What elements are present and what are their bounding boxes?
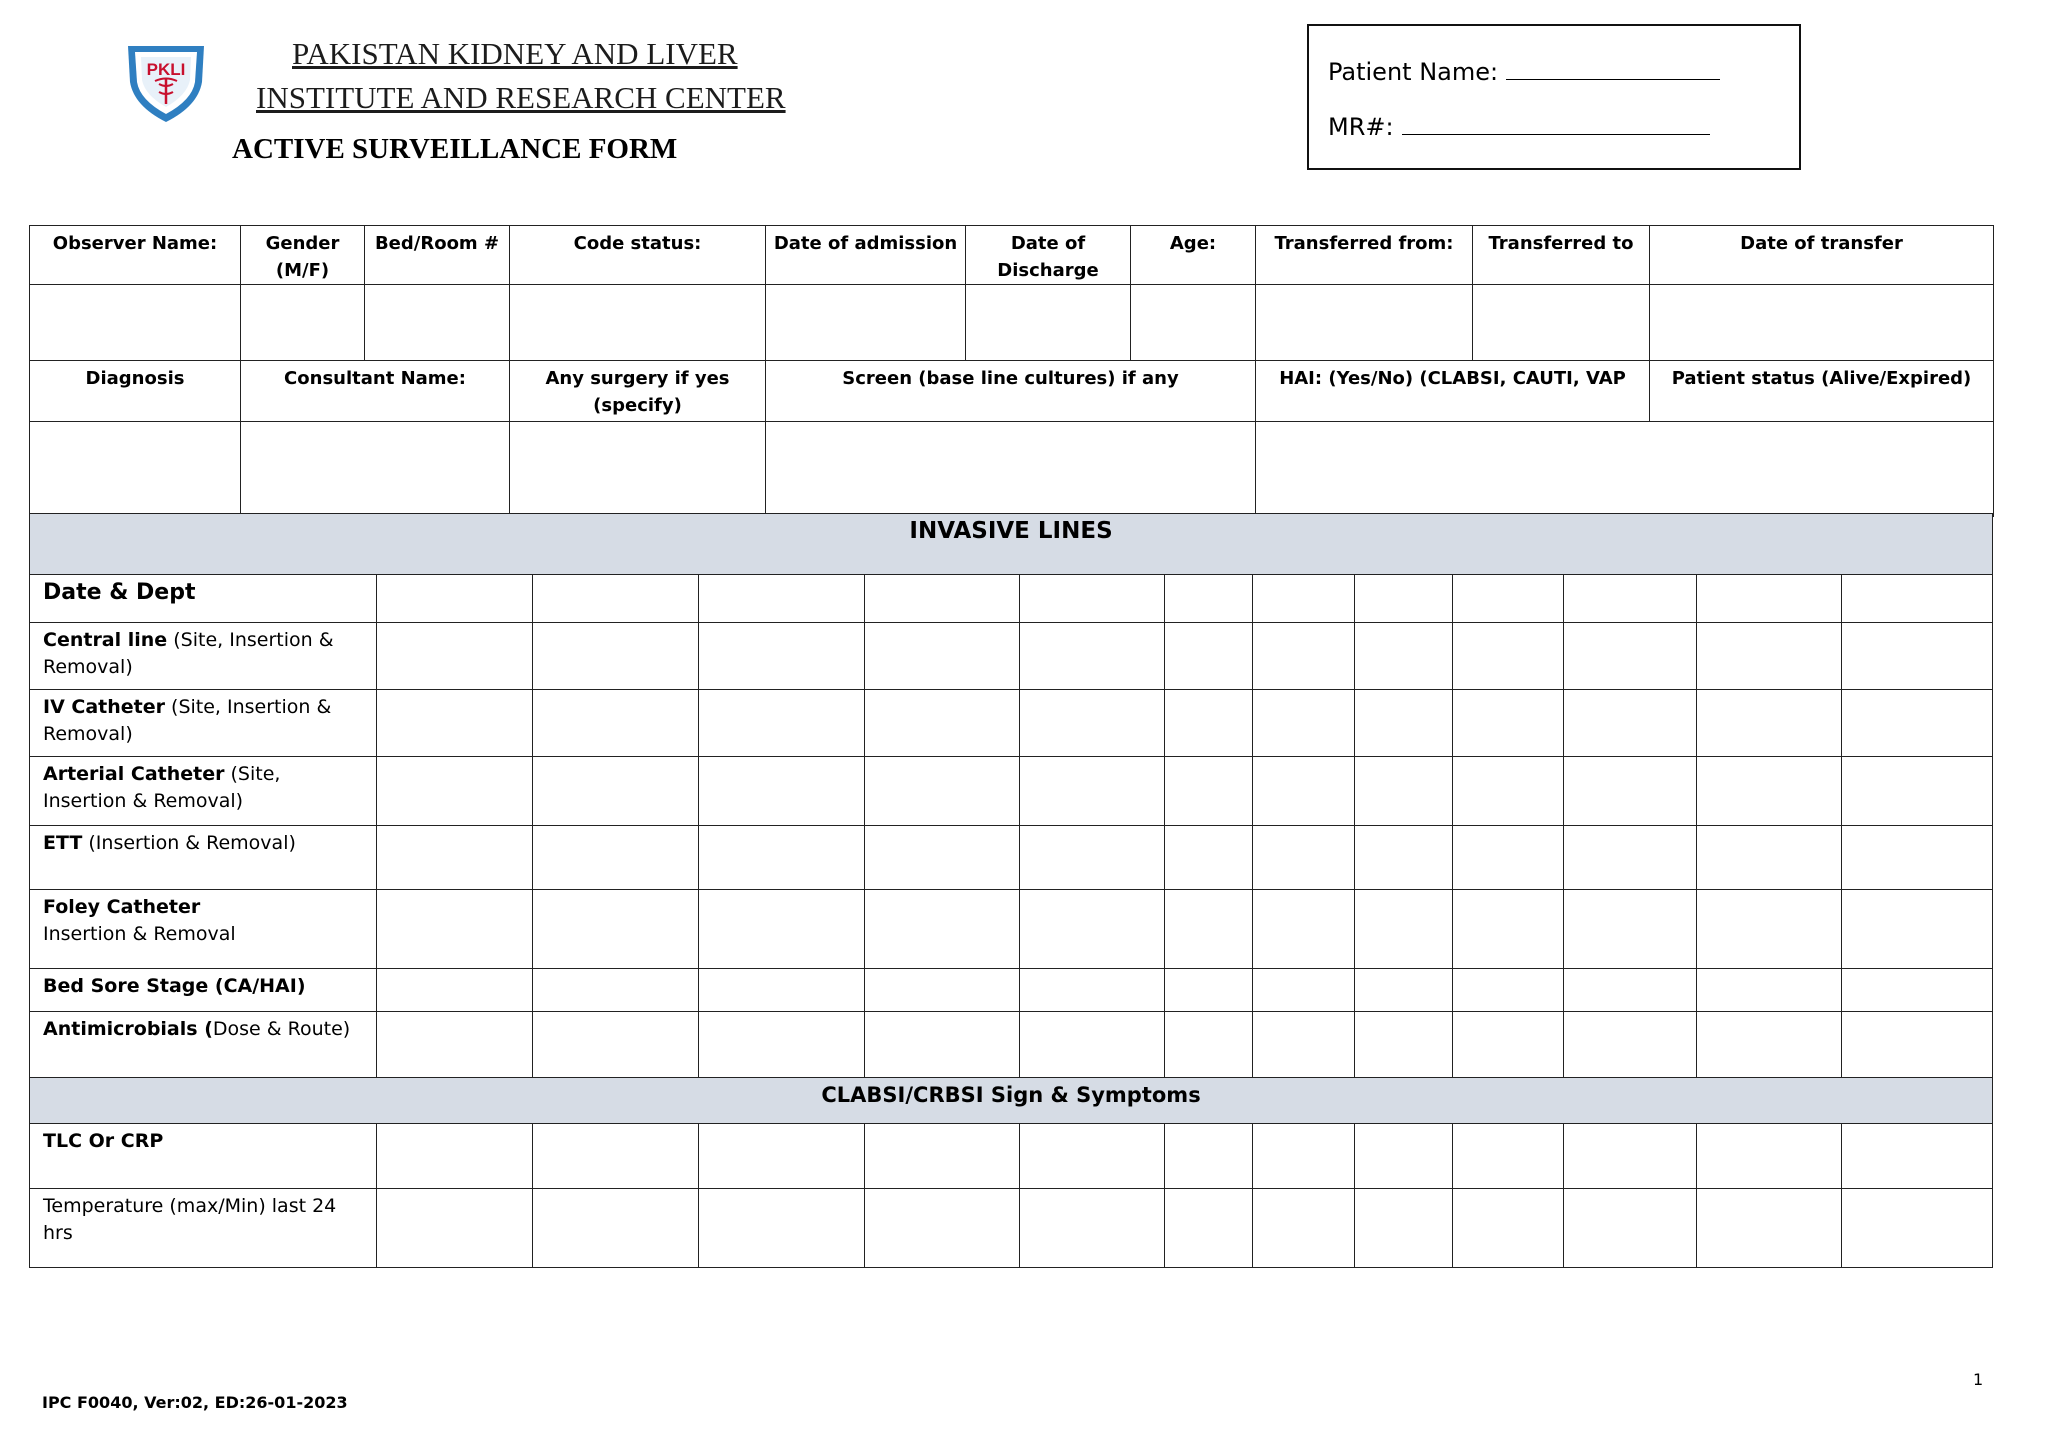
entry-cell[interactable] — [1165, 890, 1253, 969]
entry-cell[interactable] — [1697, 1012, 1842, 1078]
info-header-row-1 — [30, 226, 1994, 285]
transferred-from-header: Transferred from: — [1256, 226, 1473, 285]
diagnosis-cell[interactable] — [30, 422, 241, 517]
entry-cell[interactable] — [1697, 826, 1842, 890]
entry-cell[interactable] — [1564, 1189, 1697, 1268]
entry-cell[interactable] — [1020, 890, 1165, 969]
entry-cell[interactable] — [533, 575, 699, 623]
row-label-detail: Temperature (max/Min) last 24 hrs — [43, 1195, 337, 1244]
patient-name-field[interactable] — [1328, 58, 1720, 86]
entry-cell[interactable] — [533, 890, 699, 969]
entry-cell[interactable] — [377, 623, 533, 690]
transferred-to-header: Transferred to — [1473, 226, 1650, 285]
entry-cell[interactable] — [533, 969, 699, 1012]
entry-cell[interactable] — [377, 1189, 533, 1268]
entry-cell[interactable] — [1165, 1124, 1253, 1189]
entry-cell[interactable] — [1564, 890, 1697, 969]
entry-cell[interactable] — [1020, 757, 1165, 826]
entry-cell[interactable] — [1253, 890, 1355, 969]
entry-cell[interactable] — [1355, 757, 1453, 826]
age-header: Age: — [1131, 226, 1256, 285]
entry-cell[interactable] — [1165, 969, 1253, 1012]
entry-cell[interactable] — [1165, 757, 1253, 826]
code-status-header: Code status: — [510, 226, 766, 285]
patient-info-box — [1307, 24, 1801, 170]
entry-cell[interactable] — [1253, 826, 1355, 890]
consultant-name-cell[interactable] — [241, 422, 510, 517]
entry-cell[interactable] — [699, 1124, 865, 1189]
row-label-bold: ETT — [43, 832, 83, 854]
table-row — [30, 1124, 1993, 1189]
date-of-transfer-header: Date of transfer — [1650, 226, 1994, 285]
info-input-row-1 — [30, 285, 1994, 361]
entry-cell[interactable] — [1253, 623, 1355, 690]
entry-cell[interactable] — [699, 575, 865, 623]
date-of-discharge-cell[interactable] — [966, 285, 1131, 361]
transferred-from-cell[interactable] — [1256, 285, 1473, 361]
entry-cell[interactable] — [1453, 757, 1564, 826]
info-input-row-2 — [30, 422, 1994, 517]
entry-cell[interactable] — [1355, 890, 1453, 969]
entry-cell[interactable] — [1842, 575, 1993, 623]
invasive-label-cell — [30, 1012, 377, 1078]
svg-text:PKLI: PKLI — [146, 60, 186, 79]
row-label-detail: (Insertion & Removal) — [82, 832, 296, 854]
clabsi-label-cell — [30, 1189, 377, 1268]
table-row — [30, 1012, 1993, 1078]
entry-cell[interactable] — [1564, 690, 1697, 757]
row-label-detail: (Site, Insertion & Removal) — [43, 629, 334, 678]
entry-cell[interactable] — [1697, 1124, 1842, 1189]
surgery-cell[interactable] — [510, 422, 766, 517]
entry-cell[interactable] — [1253, 1012, 1355, 1078]
pkli-logo — [122, 40, 210, 124]
code-status-cell[interactable] — [510, 285, 766, 361]
entry-cell[interactable] — [1020, 969, 1165, 1012]
row-label-detail: (Site, Insertion & Removal) — [43, 763, 281, 812]
entry-cell[interactable] — [1020, 1012, 1165, 1078]
entry-cell[interactable] — [377, 1012, 533, 1078]
entry-cell[interactable] — [865, 1124, 1020, 1189]
row-label-detail: Dose & Route) — [212, 1018, 351, 1040]
entry-cell[interactable] — [1453, 575, 1564, 623]
table-row — [30, 826, 1993, 890]
entry-cell[interactable] — [377, 826, 533, 890]
entry-cell[interactable] — [1842, 623, 1993, 690]
entry-cell[interactable] — [699, 1189, 865, 1268]
entry-cell[interactable] — [1697, 690, 1842, 757]
entry-cell[interactable] — [1842, 690, 1993, 757]
entry-cell[interactable] — [1253, 969, 1355, 1012]
row-label-bold: Antimicrobials ( — [43, 1018, 213, 1040]
entry-cell[interactable] — [377, 690, 533, 757]
entry-cell[interactable] — [1697, 890, 1842, 969]
entry-cell[interactable] — [1020, 826, 1165, 890]
entry-cell[interactable] — [1253, 757, 1355, 826]
row-label-detail: (Site, Insertion & Removal) — [43, 696, 332, 745]
entry-cell[interactable] — [699, 1012, 865, 1078]
mr-number-line[interactable] — [1402, 114, 1710, 135]
entry-cell[interactable] — [1453, 1189, 1564, 1268]
mr-number-label: MR#: — [1328, 113, 1394, 141]
table-row — [30, 757, 1993, 826]
entry-cell[interactable] — [865, 1012, 1020, 1078]
entry-cell[interactable] — [1842, 1189, 1993, 1268]
entry-cell[interactable] — [533, 1124, 699, 1189]
invasive-label-cell — [30, 969, 377, 1012]
surgery-header: Any surgery if yes (specify) — [510, 361, 766, 422]
entry-cell[interactable] — [377, 969, 533, 1012]
entry-cell[interactable] — [1355, 969, 1453, 1012]
entry-cell[interactable] — [1564, 1124, 1697, 1189]
entry-cell[interactable] — [1842, 826, 1993, 890]
table-row — [30, 575, 1993, 623]
mr-number-field[interactable] — [1328, 113, 1710, 141]
date-of-discharge-header: Date of Discharge — [966, 226, 1131, 285]
invasive-label-cell — [30, 757, 377, 826]
entry-cell[interactable] — [1453, 690, 1564, 757]
entry-cell[interactable] — [699, 623, 865, 690]
table-row — [30, 623, 1993, 690]
date-of-transfer-cell[interactable] — [1650, 285, 1994, 361]
entry-cell[interactable] — [1697, 757, 1842, 826]
consultant-name-header: Consultant Name: — [241, 361, 510, 422]
entry-cell[interactable] — [1165, 826, 1253, 890]
clabsi-section-row — [30, 1078, 1993, 1124]
invasive-lines-section-row — [30, 514, 1993, 575]
entry-cell[interactable] — [1564, 826, 1697, 890]
table-row — [30, 890, 1993, 969]
entry-cell[interactable] — [1020, 690, 1165, 757]
entry-cell[interactable] — [1697, 575, 1842, 623]
entry-cell[interactable] — [1842, 1124, 1993, 1189]
bed-room-cell[interactable] — [365, 285, 510, 361]
entry-cell[interactable] — [1253, 575, 1355, 623]
date-of-admission-header: Date of admission — [766, 226, 966, 285]
entry-cell[interactable] — [377, 890, 533, 969]
entry-cell[interactable] — [1564, 575, 1697, 623]
entry-cell[interactable] — [377, 757, 533, 826]
clabsi-label-cell — [30, 1124, 377, 1189]
entry-cell[interactable] — [533, 757, 699, 826]
row-label-bold: TLC Or CRP — [43, 1130, 164, 1152]
row-label-detail: Insertion & Removal — [43, 923, 236, 945]
entry-cell[interactable] — [1355, 623, 1453, 690]
patient-status-header: Patient status (Alive/Expired) — [1650, 361, 1994, 422]
entry-cell[interactable] — [1165, 690, 1253, 757]
invasive-label-cell — [30, 690, 377, 757]
document-code: IPC F0040, Ver:02, ED:26-01-2023 — [42, 1393, 348, 1412]
entry-cell[interactable] — [1165, 1012, 1253, 1078]
invasive-lines-title: INVASIVE LINES — [30, 514, 1993, 575]
entry-cell[interactable] — [377, 575, 533, 623]
entry-cell[interactable] — [533, 690, 699, 757]
page-number: 1 — [1973, 1370, 1984, 1389]
table-row — [30, 1189, 1993, 1268]
patient-name-label: Patient Name: — [1328, 58, 1499, 86]
institute-title-line-2: INSTITUTE AND RESEARCH CENTER — [256, 80, 786, 115]
entry-cell[interactable] — [1697, 623, 1842, 690]
table-row — [30, 690, 1993, 757]
entry-cell[interactable] — [1697, 969, 1842, 1012]
entry-cell[interactable] — [865, 623, 1020, 690]
entry-cell[interactable] — [699, 826, 865, 890]
entry-cell[interactable] — [1355, 690, 1453, 757]
entry-cell[interactable] — [1453, 1012, 1564, 1078]
entry-cell[interactable] — [533, 826, 699, 890]
entry-cell[interactable] — [1453, 826, 1564, 890]
row-label-bold: Central line — [43, 629, 168, 651]
row-label-bold: Foley Catheter — [43, 896, 201, 918]
entry-cell[interactable] — [865, 1189, 1020, 1268]
entry-cell[interactable] — [1355, 1012, 1453, 1078]
entry-cell[interactable] — [533, 1189, 699, 1268]
entry-cell[interactable] — [1453, 890, 1564, 969]
entry-cell[interactable] — [865, 826, 1020, 890]
entry-cell[interactable] — [699, 890, 865, 969]
diagnosis-header: Diagnosis — [30, 361, 241, 422]
screen-cultures-cell[interactable] — [766, 422, 1256, 517]
info-header-row-2 — [30, 361, 1994, 422]
observer-name-header: Observer Name: — [30, 226, 241, 285]
entry-cell[interactable] — [1253, 690, 1355, 757]
row-label-bold: Arterial Catheter — [43, 763, 225, 785]
form-title: ACTIVE SURVEILLANCE FORM — [232, 133, 678, 165]
entry-cell[interactable] — [1842, 890, 1993, 969]
screen-cultures-header: Screen (base line cultures) if any — [766, 361, 1256, 422]
hai-header: HAI: (Yes/No) (CLABSI, CAUTI, VAP — [1256, 361, 1650, 422]
entry-cell[interactable] — [699, 969, 865, 1012]
gender-cell[interactable] — [241, 285, 365, 361]
entry-cell[interactable] — [1020, 1189, 1165, 1268]
patient-name-line[interactable] — [1506, 59, 1720, 80]
entry-cell[interactable] — [1020, 1124, 1165, 1189]
entry-cell[interactable] — [1165, 623, 1253, 690]
entry-cell[interactable] — [699, 690, 865, 757]
invasive-label-cell — [30, 826, 377, 890]
entry-cell[interactable] — [1564, 1012, 1697, 1078]
hai-status-cell[interactable] — [1256, 422, 1994, 517]
entry-cell[interactable] — [533, 623, 699, 690]
entry-cell[interactable] — [699, 757, 865, 826]
entry-cell[interactable] — [1564, 623, 1697, 690]
table-row — [30, 969, 1993, 1012]
gender-header: Gender (M/F) — [241, 226, 365, 285]
entry-cell[interactable] — [1355, 1189, 1453, 1268]
entry-cell[interactable] — [533, 1012, 699, 1078]
entry-cell[interactable] — [1842, 1012, 1993, 1078]
entry-cell[interactable] — [865, 969, 1020, 1012]
entry-cell[interactable] — [1697, 1189, 1842, 1268]
row-label-bold: Bed Sore Stage (CA/HAI) — [43, 975, 306, 997]
observer-name-cell[interactable] — [30, 285, 241, 361]
entry-cell[interactable] — [1253, 1124, 1355, 1189]
entry-cell[interactable] — [1564, 757, 1697, 826]
age-cell[interactable] — [1131, 285, 1256, 361]
invasive-label-cell — [30, 575, 377, 623]
entry-cell[interactable] — [1355, 575, 1453, 623]
entry-cell[interactable] — [1453, 623, 1564, 690]
row-label-bold: Date & Dept — [43, 580, 196, 605]
invasive-lines-table — [29, 513, 1993, 1268]
entry-cell[interactable] — [865, 890, 1020, 969]
entry-cell[interactable] — [1020, 623, 1165, 690]
entry-cell[interactable] — [1165, 1189, 1253, 1268]
entry-cell[interactable] — [1020, 575, 1165, 623]
entry-cell[interactable] — [865, 690, 1020, 757]
institute-title-line-1: PAKISTAN KIDNEY AND LIVER — [292, 36, 738, 71]
entry-cell[interactable] — [377, 1124, 533, 1189]
entry-cell[interactable] — [865, 575, 1020, 623]
invasive-label-cell — [30, 623, 377, 690]
entry-cell[interactable] — [1842, 969, 1993, 1012]
entry-cell[interactable] — [1453, 969, 1564, 1012]
entry-cell[interactable] — [1564, 969, 1697, 1012]
row-label-bold: IV Catheter — [43, 696, 165, 718]
patient-info-table — [29, 225, 1994, 517]
entry-cell[interactable] — [1253, 1189, 1355, 1268]
bed-room-header: Bed/Room # — [365, 226, 510, 285]
clabsi-section-title: CLABSI/CRBSI Sign & Symptoms — [30, 1078, 1993, 1124]
invasive-label-cell — [30, 890, 377, 969]
transferred-to-cell[interactable] — [1473, 285, 1650, 361]
entry-cell[interactable] — [1842, 757, 1993, 826]
entry-cell[interactable] — [1165, 575, 1253, 623]
entry-cell[interactable] — [865, 757, 1020, 826]
entry-cell[interactable] — [1355, 826, 1453, 890]
date-of-admission-cell[interactable] — [766, 285, 966, 361]
entry-cell[interactable] — [1355, 1124, 1453, 1189]
entry-cell[interactable] — [1453, 1124, 1564, 1189]
